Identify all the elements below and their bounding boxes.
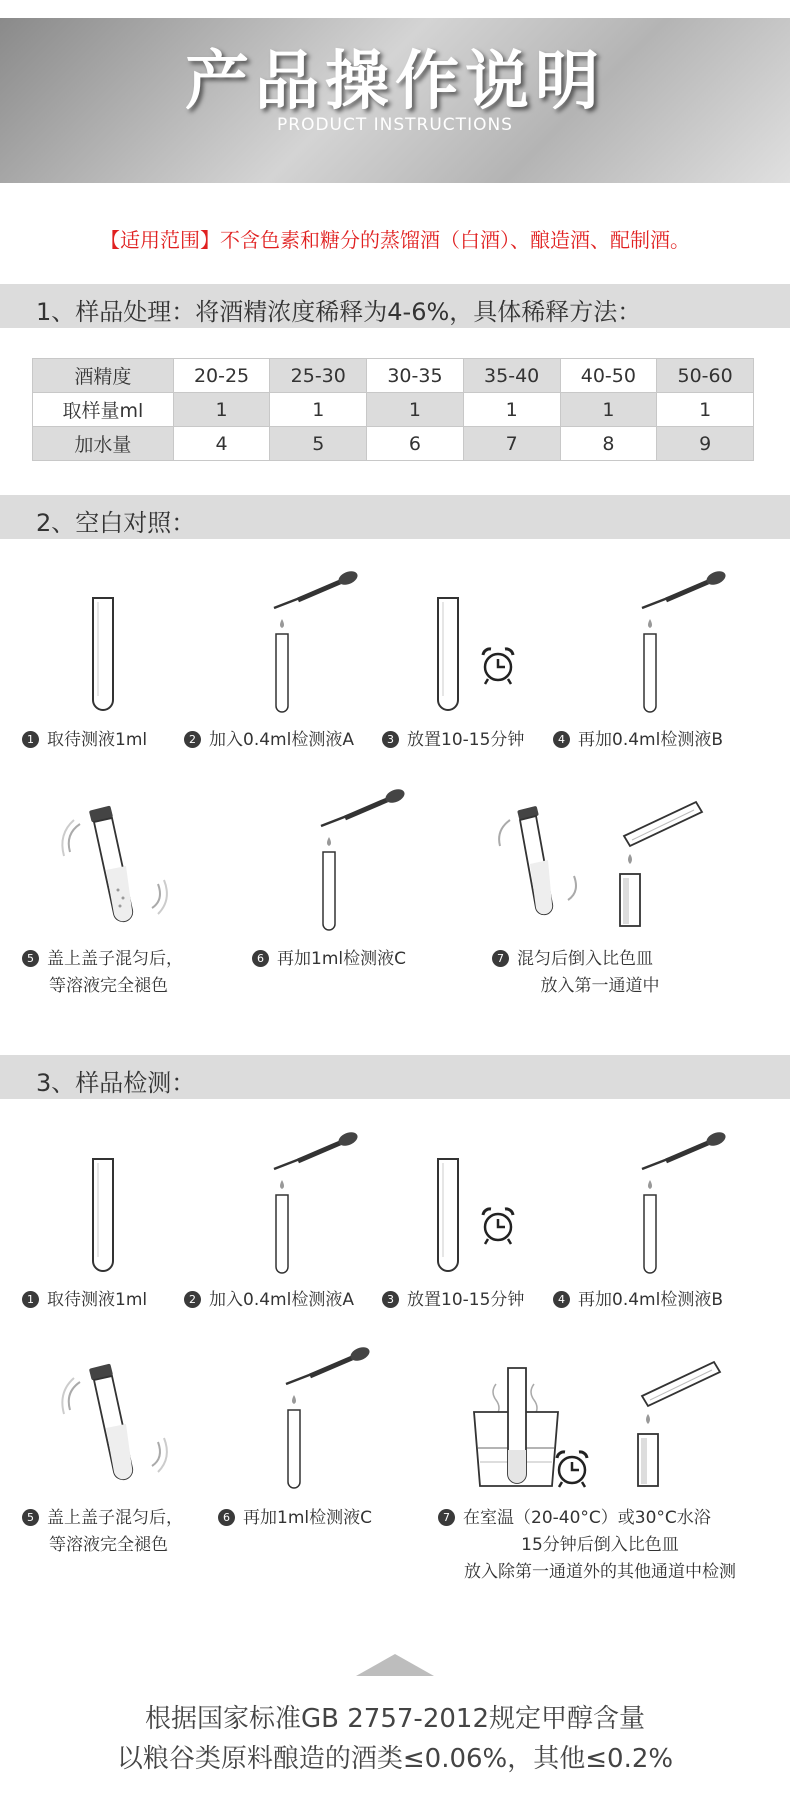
table-cell: 加水量 (33, 427, 174, 461)
test-tube-icon (88, 1157, 118, 1277)
shaken-tube-icon (60, 1358, 170, 1498)
table-cell: 30-35 (367, 359, 464, 393)
test-tube-icon (433, 596, 463, 716)
dropper-icon (258, 570, 368, 715)
dropper-icon (305, 788, 415, 933)
dropper-icon (258, 1131, 368, 1276)
cuvette-icon (628, 1360, 728, 1490)
alarm-clock-icon (552, 1448, 592, 1488)
step-4: 4 再加0.4ml检测液B (553, 727, 723, 754)
step-3: 3 放置10-15分钟 (382, 1287, 524, 1314)
section3-header (0, 1055, 790, 1099)
step-7: 7 在室温（20-40°C）或30°C水浴 (438, 1505, 711, 1532)
alarm-clock-icon (478, 1205, 518, 1245)
table-cell: 20-25 (173, 359, 270, 393)
section1-title: 1、样品处理：将酒精浓度稀释为4-6%，具体稀释方法： (36, 298, 642, 326)
step-5: 5 盖上盖子混匀后， (22, 946, 183, 973)
step-3: 3 放置10-15分钟 (382, 727, 524, 754)
table-cell: 1 (270, 393, 367, 427)
page-subtitle: PRODUCT INSTRUCTIONS (277, 115, 513, 135)
page-title: 产品操作说明 (185, 45, 605, 119)
table-cell: 8 (560, 427, 657, 461)
step-6: 6 再加1ml检测液C (218, 1505, 372, 1532)
table-cell: 25-30 (270, 359, 367, 393)
footer-line-2: 以粮谷类原料酿造的酒类≤0.06%，其他≤0.2% (116, 1744, 674, 1774)
step-5-line2: 等溶液完全褪色 (49, 976, 168, 996)
table-cell: 1 (463, 393, 560, 427)
table-cell: 50-60 (657, 359, 754, 393)
table-cell: 酒精度 (33, 359, 174, 393)
section2-header (0, 495, 790, 539)
table-row (33, 393, 754, 427)
section2-title: 2、空白对照： (36, 509, 196, 537)
triangle-up-icon (356, 1654, 434, 1676)
step-5: 5 盖上盖子混匀后， (22, 1505, 183, 1532)
step-7-line2: 15分钟后倒入比色皿 (521, 1535, 679, 1555)
step-1: 1 取待测液1ml (22, 727, 147, 754)
step-5-line2: 等溶液完全褪色 (49, 1535, 168, 1555)
table-cell: 取样量ml (33, 393, 174, 427)
scope-text: 【适用范围】不含色素和糖分的蒸馏酒（白酒）、酿造酒、配制酒。 (100, 228, 690, 252)
footer-line-1: 根据国家标准GB 2757-2012规定甲醇含量 (145, 1704, 645, 1734)
table-cell: 1 (560, 393, 657, 427)
step-7: 7 混匀后倒入比色皿 (492, 946, 653, 973)
step-7-line2: 放入第一通道中 (540, 976, 660, 996)
step-2: 2 加入0.4ml检测液A (184, 727, 354, 754)
table-cell: 6 (367, 427, 464, 461)
dropper-icon (270, 1346, 380, 1491)
step-2: 2 加入0.4ml检测液A (184, 1287, 354, 1314)
section1-header (0, 284, 790, 328)
test-tube-icon (433, 1157, 463, 1277)
shaken-tube-icon (492, 800, 582, 930)
table-cell: 9 (657, 427, 754, 461)
table-cell: 1 (367, 393, 464, 427)
table-row (33, 359, 754, 393)
alarm-clock-icon (478, 645, 518, 685)
step-6: 6 再加1ml检测液C (252, 946, 406, 973)
step-4: 4 再加0.4ml检测液B (553, 1287, 723, 1314)
table-cell: 1 (657, 393, 754, 427)
step-1: 1 取待测液1ml (22, 1287, 147, 1314)
table-cell: 35-40 (463, 359, 560, 393)
section3-title: 3、样品检测： (36, 1069, 196, 1097)
shaken-tube-icon (60, 800, 170, 940)
table-cell: 5 (270, 427, 367, 461)
table-cell: 4 (173, 427, 270, 461)
cuvette-icon (610, 800, 710, 930)
dropper-icon (626, 1131, 736, 1276)
dilution-table (32, 358, 754, 461)
table-cell: 7 (463, 427, 560, 461)
table-row (33, 427, 754, 461)
dropper-icon (626, 570, 736, 715)
test-tube-icon (88, 596, 118, 716)
table-cell: 40-50 (560, 359, 657, 393)
table-cell: 1 (173, 393, 270, 427)
step-7-line3: 放入除第一通道外的其他通道中检测 (464, 1562, 736, 1582)
